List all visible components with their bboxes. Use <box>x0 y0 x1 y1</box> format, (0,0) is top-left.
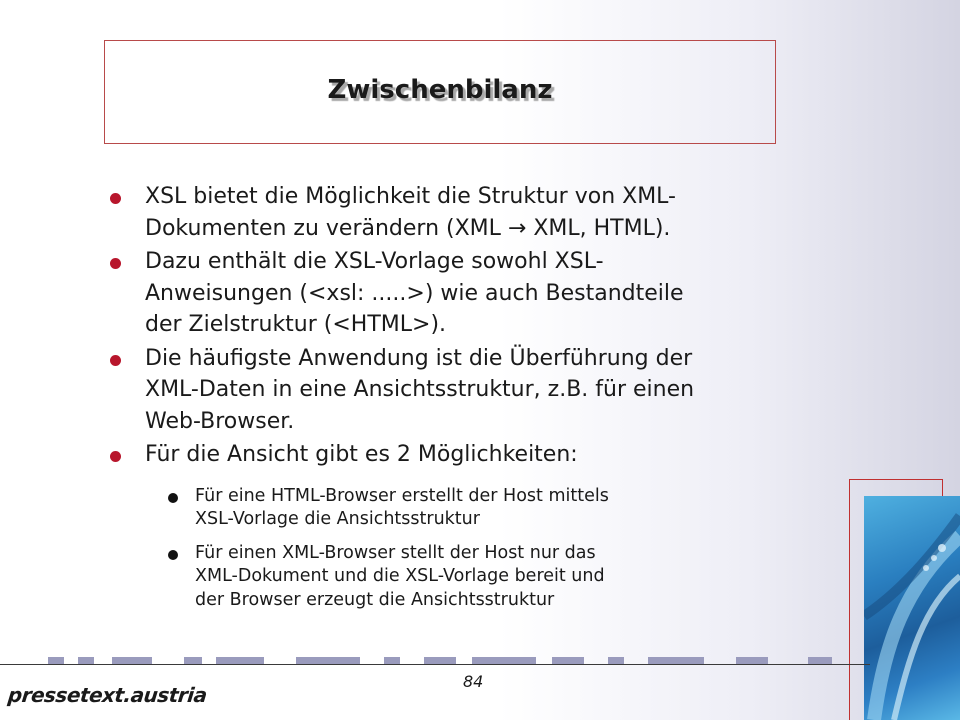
photo-film-strip-icon <box>864 496 960 720</box>
title-frame <box>104 40 776 144</box>
bullet-item <box>110 181 830 244</box>
sub-bullet-item <box>165 542 830 613</box>
bullet-dot-icon <box>110 451 121 462</box>
sub-bullet-text: Für eine HTML-Browser erstellt der Host mittels XSL-Vorlage die Ansichtsstruktur <box>195 485 609 529</box>
bullet-list <box>110 181 830 612</box>
sub-bullet-list <box>110 485 830 613</box>
footer-dash <box>552 657 584 664</box>
footer-dash <box>184 657 202 664</box>
pressetext-logo: pressetext.austria <box>6 683 208 707</box>
page-number: 84 <box>463 672 484 691</box>
bullet-item <box>110 343 830 438</box>
bullet-item <box>110 439 830 471</box>
footer-dash <box>608 657 624 664</box>
sub-bullet-item <box>165 485 830 532</box>
bullet-item <box>110 246 830 341</box>
bullet-text: XSL bietet die Möglichkeit die Struktur von XML- Dokumenten zu verändern (XML → XML, HTML). <box>145 184 676 241</box>
bullet-dot-icon <box>110 193 121 204</box>
slide-title: Zwischenbilanz <box>327 75 553 105</box>
footer-dash <box>648 657 704 664</box>
footer-dash <box>424 657 456 664</box>
footer-dash <box>808 657 832 664</box>
footer-dash <box>78 657 94 664</box>
footer-dash <box>384 657 400 664</box>
bullet-dot-icon <box>110 258 121 269</box>
footer-dash <box>296 657 360 664</box>
bullet-text: Dazu enthält die XSL-Vorlage sowohl XSL- Anweisungen (<xsl: .....>) wie auch Bestandteile der Zielstruktur (<HTML>). <box>145 249 684 337</box>
footer-dash <box>48 657 64 664</box>
footer-line <box>0 664 870 665</box>
footer-dash <box>216 657 264 664</box>
bullet-dot-icon <box>110 355 121 366</box>
footer-dash <box>736 657 768 664</box>
sub-bullet-text: Für einen XML-Browser stellt der Host nur das XML-Dokument und die XSL-Vorlage bereit und der Browser erzeugt die Ansichtsstruktur <box>195 542 605 610</box>
bullet-text: Für die Ansicht gibt es 2 Möglichkeiten: <box>145 442 578 467</box>
footer-dash <box>472 657 536 664</box>
sub-bullet-dot-icon <box>168 550 178 560</box>
sub-bullet-dot-icon <box>168 493 178 503</box>
bullet-text: Die häufigste Anwendung ist die Überführung der XML-Daten in eine Ansichtsstruktur, z.B. für einen Web-Browser. <box>145 345 695 434</box>
footer-dash <box>112 657 152 664</box>
